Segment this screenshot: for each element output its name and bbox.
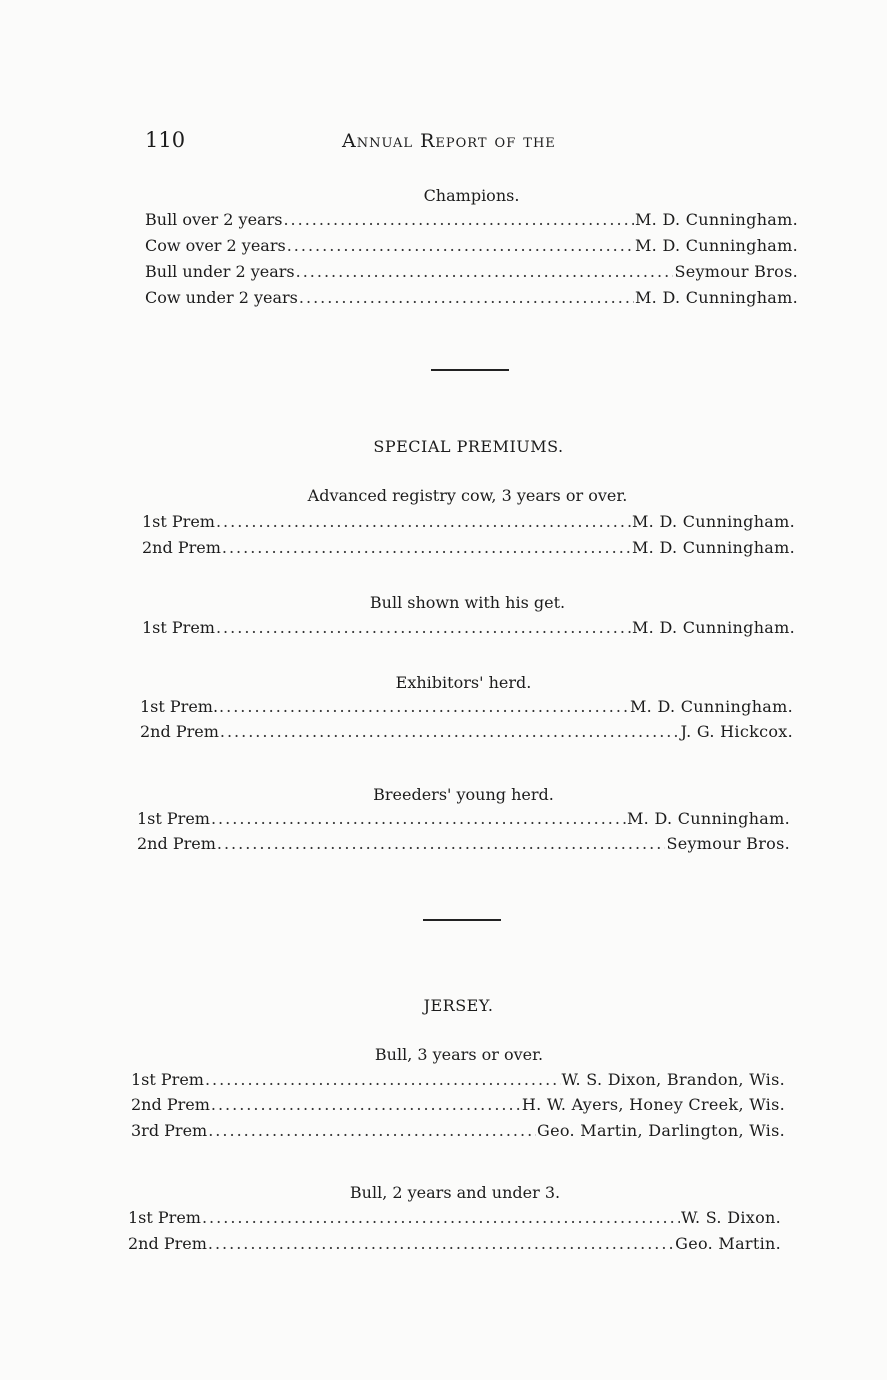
list-item: 1st Prem ..... M. D. Cunningham. — [137, 809, 790, 829]
list-item: 2nd Prem ..... Geo. Martin. — [128, 1234, 781, 1254]
list-item: 2nd Prem ..... J. G. Hickcox. — [140, 722, 793, 742]
subsection-title: Advanced registry cow, 3 years or over. — [307, 486, 628, 505]
list-item: 1st Prem ..... M. D. Cunningham. — [142, 618, 795, 638]
list-item: Cow over 2 years ..... M. D. Cunningham. — [145, 236, 798, 256]
list-item: 1st Prem ..... W. S. Dixon. — [128, 1208, 781, 1228]
section-title-jersey: JERSEY. — [423, 996, 494, 1015]
list-item: 2nd Prem ..... H. W. Ayers, Honey Creek, Wis. — [131, 1095, 785, 1115]
list-item: 1st Prem. ..... M. D. Cunningham. — [140, 697, 793, 717]
list-item: Cow under 2 years ..... M. D. Cunningham. — [145, 288, 798, 308]
list-item: 1st Prem ..... M. D. Cunningham. — [142, 512, 795, 532]
running-title: Annual Report of the — [342, 130, 556, 152]
page-header — [0, 128, 887, 158]
section-divider — [431, 369, 509, 371]
subsection-title: Breeders' young herd. — [373, 785, 554, 804]
section-title-special: SPECIAL PREMIUMS. — [373, 437, 564, 456]
page-number: 110 — [145, 128, 186, 152]
section-divider — [423, 919, 501, 921]
subsection-title: Bull, 2 years and under 3. — [349, 1183, 561, 1202]
subsection-title: Bull, 3 years or over. — [374, 1045, 544, 1064]
list-item: 2nd Prem ..... Seymour Bros. — [137, 834, 790, 854]
list-item: 3rd Prem ..... Geo. Martin, Darlington, Wis. — [131, 1121, 785, 1141]
subsection-title: Bull shown with his get. — [369, 593, 566, 612]
list-item: 1st Prem ..... W. S. Dixon, Brandon, Wis. — [131, 1070, 785, 1090]
champions-title: Champions. — [423, 186, 520, 205]
list-item: Bull under 2 years ..... Seymour Bros. — [145, 262, 798, 282]
subsection-title: Exhibitors' herd. — [395, 673, 532, 692]
list-item: 2nd Prem ..... M. D. Cunningham. — [142, 538, 795, 558]
list-item: Bull over 2 years ..... M. D. Cunningham. — [145, 210, 798, 230]
